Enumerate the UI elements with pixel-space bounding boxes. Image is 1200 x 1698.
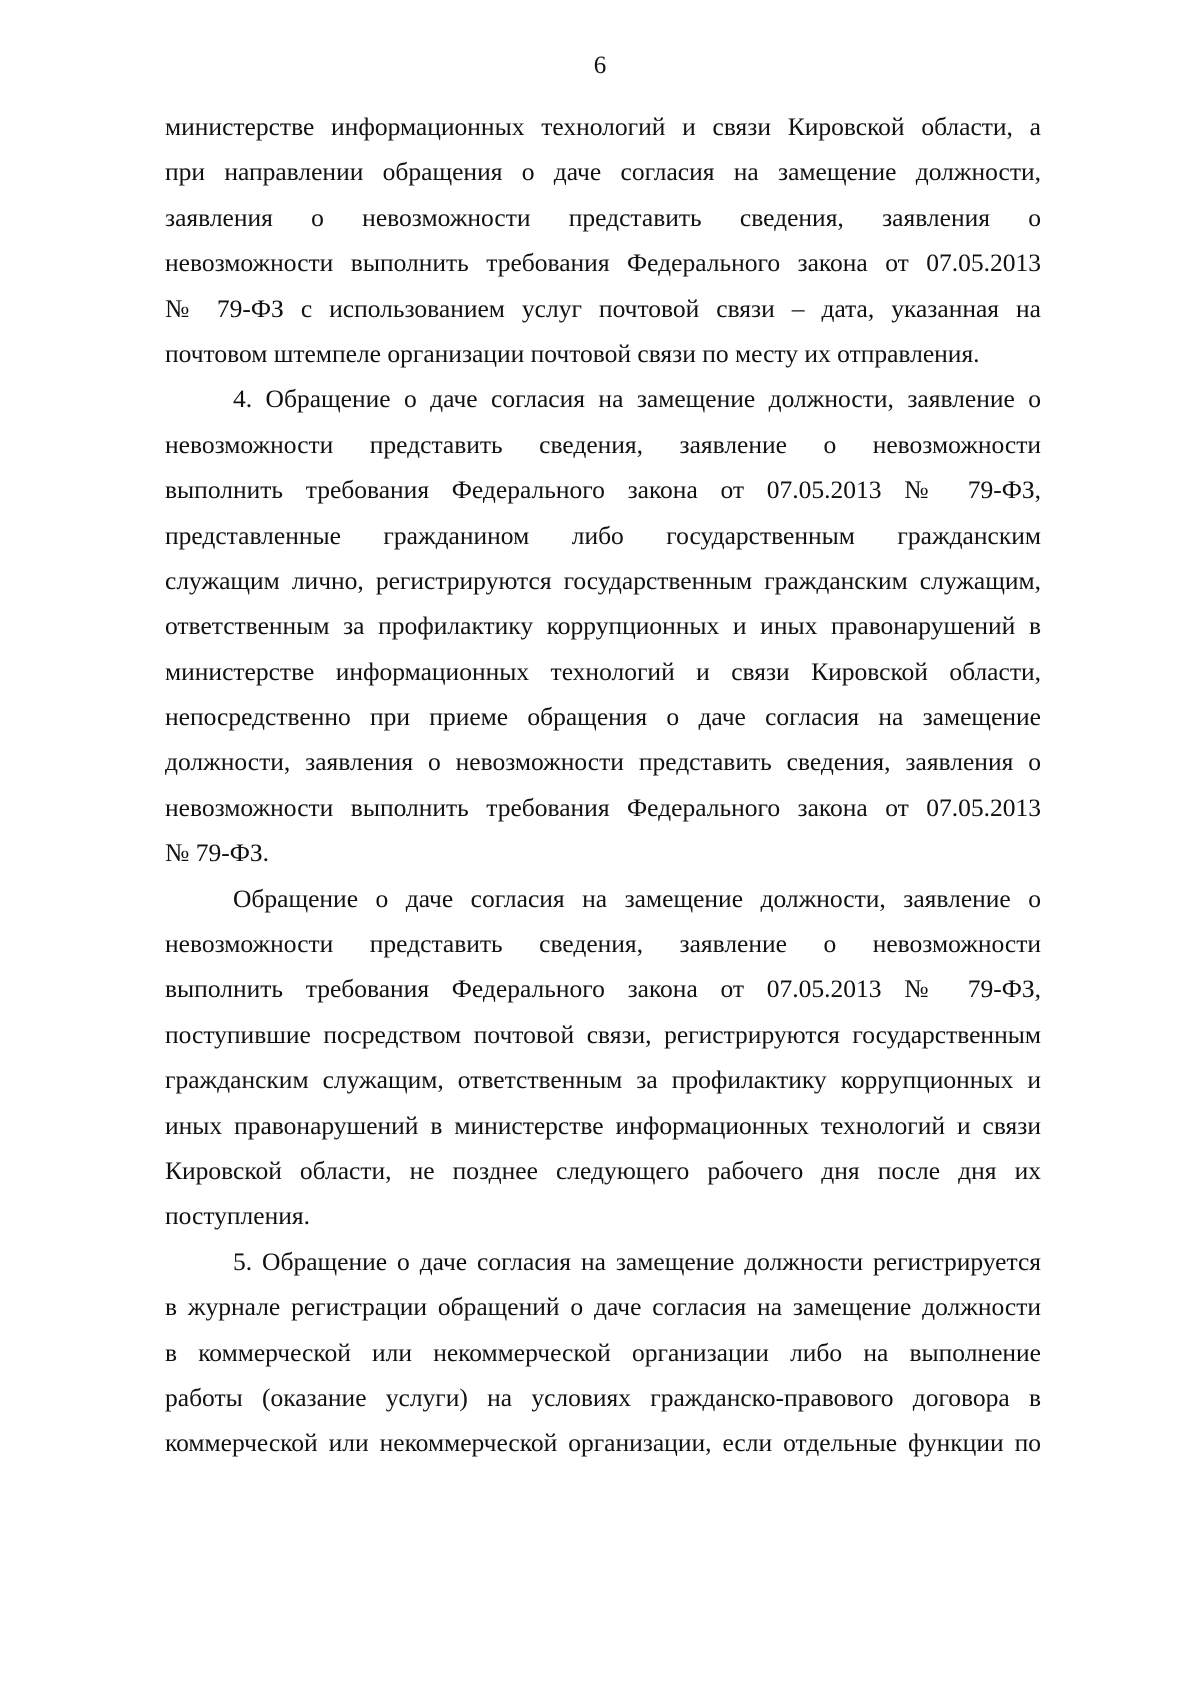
text-line: поступления. — [165, 1201, 310, 1231]
text-line: в коммерческой или некоммерческой организации либо на выполнение — [165, 1337, 1041, 1367]
text-line: ответственным за профилактику коррупционных и иных правонарушений в — [165, 611, 1041, 641]
text-line: 5. Обращение о даче согласия на замещение должности регистрируется — [233, 1246, 1041, 1276]
text-line: 4. Обращение о даче согласия на замещение должности, заявление о — [233, 384, 1041, 414]
page-number: 6 — [593, 52, 607, 79]
text-line: министерстве информационных технологий и связи Кировской области, а — [165, 112, 1041, 141]
text-line: непосредственно при приеме обращения о даче согласия на замещение — [165, 702, 1041, 732]
text-line: выполнить требования Федерального закона от 07.05.2013 № 79-ФЗ, — [165, 475, 1041, 505]
text-line: невозможности представить сведения, заявление о невозможности — [165, 929, 1041, 959]
text-line: работы (оказание услуги) на условиях гражданско-правового договора в — [165, 1382, 1041, 1412]
text-line: невозможности выполнить требования Федерального закона от 07.05.2013 — [165, 248, 1041, 278]
text-line: коммерческой или некоммерческой организации, если отдельные функции по — [165, 1428, 1041, 1458]
text-line: должности, заявления о невозможности представить сведения, заявления о — [165, 747, 1041, 777]
text-line: в журнале регистрации обращений о даче согласия на замещение должности — [165, 1292, 1041, 1322]
text-line: служащим лично, регистрируются государственным гражданским служащим, — [165, 565, 1041, 595]
text-line: невозможности выполнить требования Федерального закона от 07.05.2013 — [165, 792, 1041, 822]
text-line: министерстве информационных технологий и связи Кировской области, — [165, 656, 1041, 686]
text-line: представленные гражданином либо государственным гражданским — [165, 520, 1041, 550]
text-line: Кировской области, не позднее следующего рабочего дня после дня их — [165, 1155, 1041, 1185]
text-line: поступившие посредством почтовой связи, регистрируются государственным — [165, 1019, 1041, 1049]
text-line: № 79-ФЗ с использованием услуг почтовой связи – дата, указанная на — [165, 293, 1041, 323]
text-line: заявления о невозможности представить сведения, заявления о — [165, 202, 1041, 232]
text-line: иных правонарушений в министерстве информационных технологий и связи — [165, 1110, 1041, 1140]
paragraph — [165, 376, 1041, 875]
text-line: гражданским служащим, ответственным за профилактику коррупционных и — [165, 1065, 1041, 1095]
text-line: № 79-ФЗ. — [165, 838, 269, 868]
text-line: Обращение о даче согласия на замещение должности, заявление о — [233, 883, 1041, 913]
paragraph — [165, 104, 1041, 376]
text-line: невозможности представить сведения, заявление о невозможности — [165, 429, 1041, 459]
text-line: почтовом штемпеле организации почтовой связи по месту их отправления. — [165, 338, 980, 368]
paragraph — [165, 1239, 1041, 1466]
paragraph — [165, 876, 1041, 1239]
document-body — [165, 104, 1041, 1466]
text-line: при направлении обращения о даче согласия на замещение должности, — [165, 157, 1041, 187]
text-line: выполнить требования Федерального закона от 07.05.2013 № 79-ФЗ, — [165, 974, 1041, 1004]
